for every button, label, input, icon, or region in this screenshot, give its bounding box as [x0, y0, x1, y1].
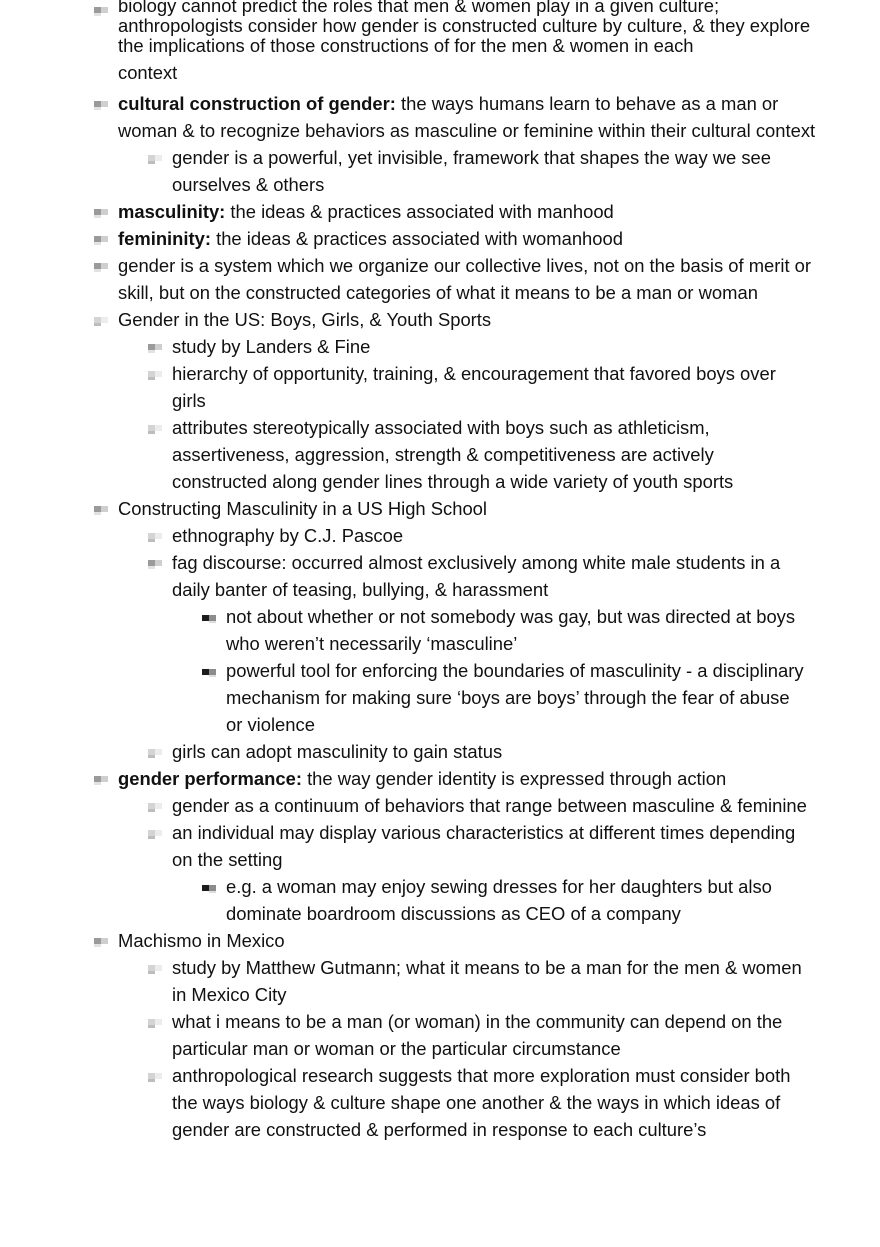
list-item	[0, 792, 812, 819]
item-text: gender is a system which we organize our collective lives, not on the basis of merit or skill, but on the constructed categories of what it means to be a man or woman	[118, 255, 812, 303]
bullet-icon	[202, 665, 216, 677]
bullet-icon	[148, 746, 162, 758]
item-term: gender performance:	[118, 768, 302, 789]
list-item	[0, 495, 818, 522]
item-term: masculinity:	[118, 201, 226, 222]
bullet-icon	[148, 962, 162, 974]
list-item	[0, 414, 812, 495]
list-item	[0, 1008, 812, 1062]
bullet-icon	[94, 503, 108, 515]
bullet-icon	[94, 4, 108, 16]
list-item	[0, 1062, 812, 1143]
item-text: the ideas & practices associated with manhood	[225, 201, 614, 222]
bullet-icon	[148, 368, 162, 380]
list-item	[0, 873, 811, 927]
item-term: cultural construction of gender:	[118, 93, 396, 114]
section-heading: Constructing Masculinity in a US High School	[118, 498, 487, 519]
item-text: study by Landers & Fine	[172, 336, 371, 357]
list-item	[0, 333, 812, 360]
bullet-icon	[148, 422, 162, 434]
item-text: gender is a powerful, yet invisible, framework that shapes the way we see ourselves & others	[172, 147, 772, 195]
list-item	[0, 225, 818, 252]
bullet-icon	[148, 827, 162, 839]
item-text: the way gender identity is expressed through action	[301, 768, 727, 789]
list-item	[0, 927, 818, 954]
bullet-icon	[94, 98, 108, 110]
item-text: ethnography by C.J. Pascoe	[172, 525, 404, 546]
item-text: what i means to be a man (or woman) in the community can depend on the particular man or woman or the particular circumstance	[172, 1011, 783, 1059]
list-item	[0, 360, 812, 414]
list-item	[0, 252, 818, 306]
list-item	[0, 954, 812, 1008]
item-text: gender as a continuum of behaviors that range between masculine & feminine	[172, 795, 807, 816]
bullet-icon	[148, 341, 162, 353]
bullet-icon	[148, 1016, 162, 1028]
item-text: hierarchy of opportunity, training, & encouragement that favored boys over girls	[172, 363, 776, 411]
section-heading: Machismo in Mexico	[118, 930, 285, 951]
bullet-icon	[94, 935, 108, 947]
list-item	[0, 198, 818, 225]
item-text: e.g. a woman may enjoy sewing dresses for her daughters but also dominate boardroom discussions as CEO of a company	[226, 876, 772, 924]
list-item	[0, 738, 812, 765]
item-text: an individual may display various characteristics at different times depending on the setting	[172, 822, 796, 870]
item-text: biology cannot predict the roles that men & women play in a given culture; anthropologists consider how gender is constructed culture by culture, & they explore the implications of those constructions of for the men & women in each	[118, 0, 811, 56]
item-text: the ideas & practices associated with womanhood	[210, 228, 623, 249]
item-text: the ways humans learn to behave as a man or woman & to recognize behaviors as masculine or feminine within their cultural context	[118, 93, 816, 141]
list-item	[0, 90, 818, 144]
item-text: attributes stereotypically associated with boys such as athleticism, assertiveness, aggression, strength & competitiveness are actively constructed along gender lines through a wide variety of youth sports	[172, 417, 734, 492]
list-item	[0, 603, 811, 657]
item-text: anthropological research suggests that more exploration must consider both the ways biology & culture shape one another & the ways in which ideas of gender are constructed & performed in response to each culture’s	[172, 1065, 791, 1140]
bullet-icon	[148, 557, 162, 569]
bullet-icon	[148, 1070, 162, 1082]
bullet-icon	[202, 611, 216, 623]
item-text-continued: context	[118, 62, 178, 83]
bullet-icon	[148, 152, 162, 164]
item-text: powerful tool for enforcing the boundaries of masculinity - a disciplinary mechanism for making sure ‘boys are boys’ through the fear of abuse or violence	[226, 660, 804, 735]
bullet-icon	[94, 314, 108, 326]
bullet-icon	[148, 800, 162, 812]
item-text: study by Matthew Gutmann; what it means to be a man for the men & women in Mexico City	[172, 957, 802, 1005]
list-item	[0, 549, 812, 603]
list-item	[0, 657, 811, 738]
list-item	[0, 144, 812, 198]
list-item	[0, 306, 818, 333]
section-heading: Gender in the US: Boys, Girls, & Youth Sports	[118, 309, 492, 330]
list-item	[0, 522, 812, 549]
list-item	[0, 819, 812, 873]
bullet-icon	[148, 530, 162, 542]
bullet-icon	[202, 881, 216, 893]
item-text: fag discourse: occurred almost exclusively among white male students in a daily banter of teasing, bullying, & harassment	[172, 552, 781, 600]
item-text: not about whether or not somebody was gay, but was directed at boys who weren’t necessarily ‘masculine’	[226, 606, 796, 654]
bullet-icon	[94, 233, 108, 245]
bullet-icon	[94, 773, 108, 785]
bullet-icon	[94, 206, 108, 218]
list-item	[0, 0, 818, 90]
item-text: girls can adopt masculinity to gain status	[172, 741, 503, 762]
list-item	[0, 765, 818, 792]
item-term: femininity:	[118, 228, 211, 249]
bullet-icon	[94, 260, 108, 272]
